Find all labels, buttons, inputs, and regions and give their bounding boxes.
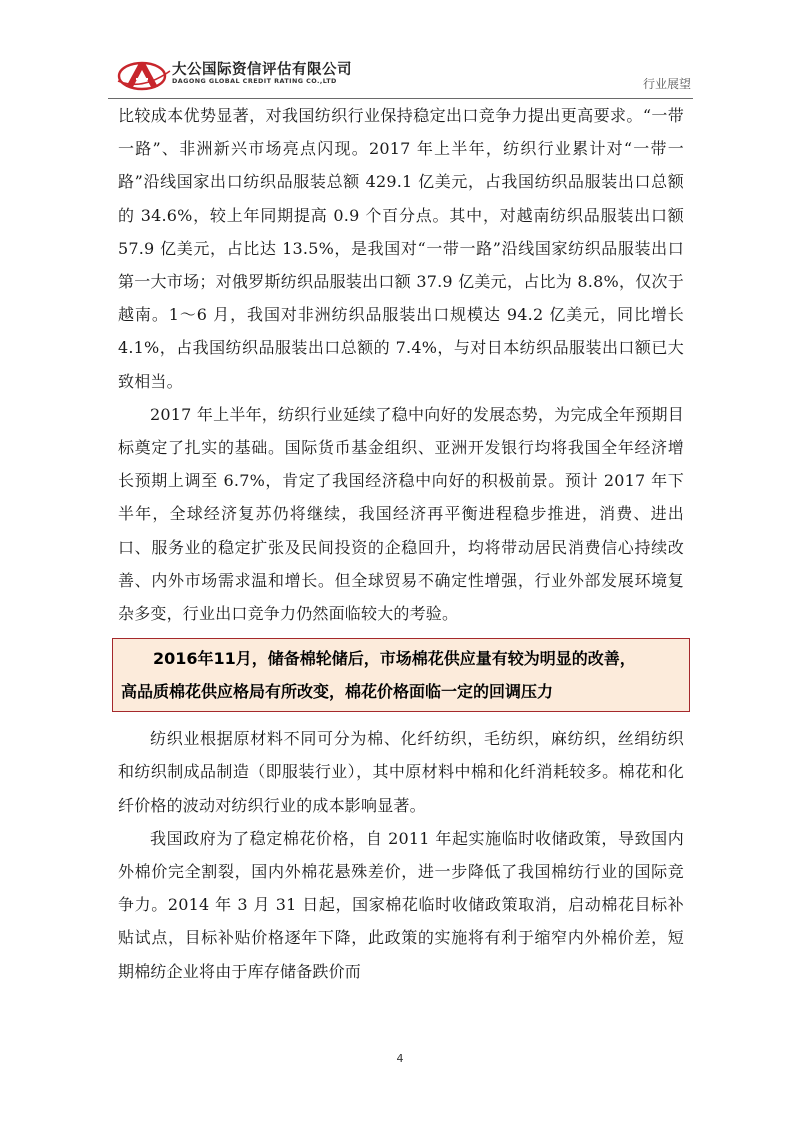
highlight-line: 2016年11月，储备棉轮储后，市场棉花供应量有较为明显的改善， [153, 649, 636, 669]
highlight-box [112, 638, 690, 712]
document-body [118, 99, 684, 988]
dagong-logo-icon [116, 57, 172, 93]
paragraph: 纺织业根据原材料不同可分为棉、化纤纺织，毛纺织，麻纺织，丝绢纺织和纺织制成品制造（即服装行业），其中原材料中棉和化纤消耗较多。棉花和化纤价格的波动对纺织行业的成本影响显著。 [118, 729, 684, 815]
paragraph: 2017 年上半年，纺织行业延续了稳中向好的发展态势，为完成全年预期目标奠定了扎实的基础。国际货币基金组织、亚洲开发银行均将我国全年经济增长预期上调至 6.7%，肯定了我国经济稳中向好的积极前景。预计 2017 年下半年，全球经济复苏仍将继续，我国经济再平衡进程稳步推进，消费、进出口、服务业的稳定扩张及民间投资的企稳回升，均将带动居民消费信心持续改善、内外市场需求温和增长。但全球贸易不确定性增强，行业外部发展环境复杂多变，行业出口竞争力仍然面临较大的考验。 [118, 404, 684, 624]
highlight-line: 高品质棉花供应格局有所改变，棉花价格面临一定的回调压力 [121, 682, 554, 702]
section-label: 行业展望 [642, 77, 691, 91]
company-name-en: DAGONG GLOBAL CREDIT RATING CO.,LTD [172, 77, 337, 85]
paragraph-continued: 比较成本优势显著，对我国纺织行业保持稳定出口竞争力提出更高要求。“一带一路”、非洲新兴市场亮点闪现。2017 年上半年，纺织行业累计对“一带一路”沿线国家出口纺织品服装总额 429.1 亿美元，占我国纺织品服装出口总额的 34.6%，较上年同期提高 0.9 个百分点。其中，对越南纺织品服装出口额 57.9 亿美元，占比达 13.5%，是我国对“一带一路”沿线国家纺织品服装出口第一大市场；对俄罗斯纺织品服装出口额 37.9 亿美元，占比为 8.8%，仅次于越南。1～6 月，我国对非洲纺织品服装出口规模达 94.2 亿美元，同比增长 4.1%，占我国纺织品服装出口总额的 7.4%，与对日本纺织品服装出口额已大致相当。 [118, 106, 684, 391]
page-header [108, 52, 693, 99]
company-name-cn: 大公国际资信评估有限公司 [172, 62, 352, 78]
page-number: 4 [396, 1052, 404, 1065]
paragraph: 我国政府为了稳定棉花价格，自 2011 年起实施临时收储政策，导致国内外棉价完全割裂，国内外棉花悬殊差价，进一步降低了我国棉纺行业的国际竞争力。2014 年 3 月 31 日起，国家棉花临时收储政策取消，启动棉花目标补贴试点，目标补贴价格逐年下降，此政策的实施将有利于缩窄内外棉价差，短期棉纺企业将由于库存储备跌价而 [118, 828, 684, 981]
